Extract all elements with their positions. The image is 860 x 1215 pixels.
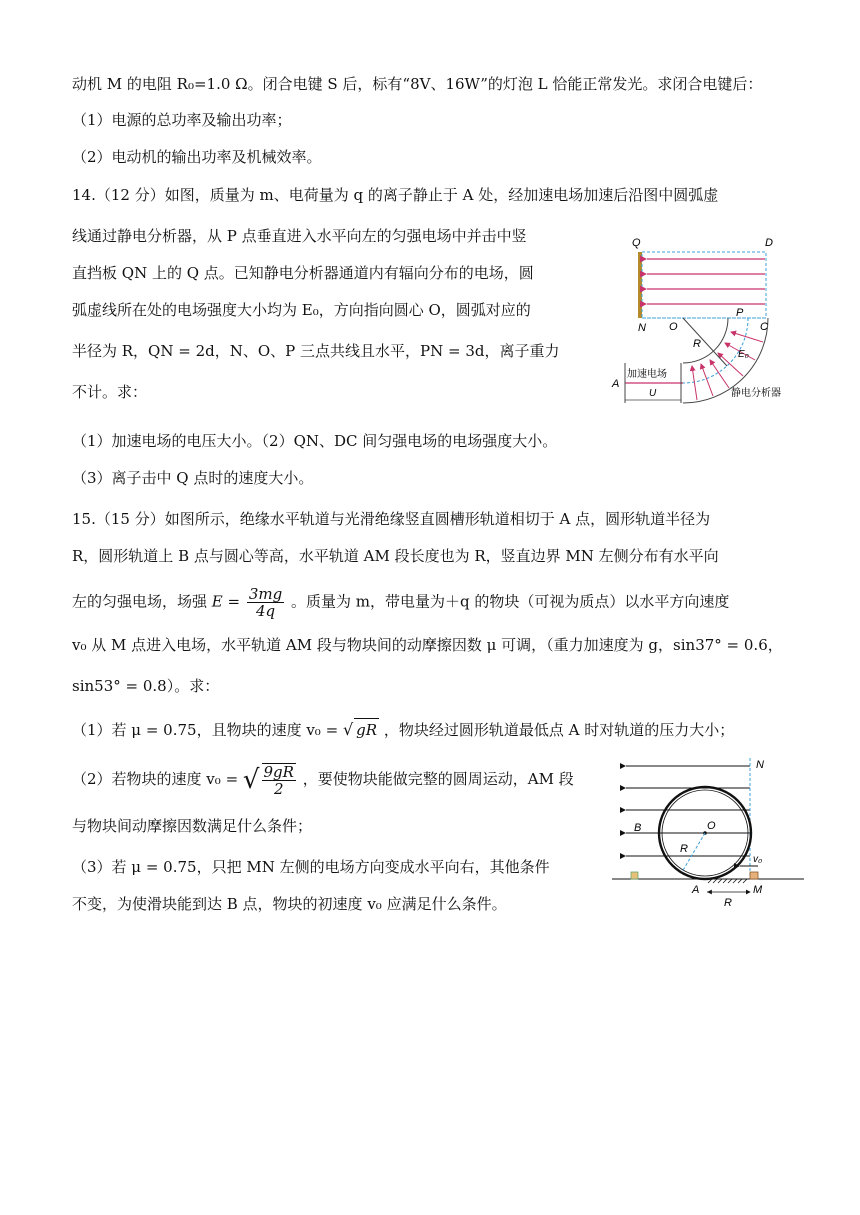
text-line: （2）电动机的输出功率及机械效率。 (72, 148, 322, 166)
q15-line: （3）若 μ = 0.75，只把 MN 左侧的电场方向变成水平向右，其他条件 (72, 858, 550, 876)
q15-text: ，物块经过圆形轨道最低点 A 时对轨道的压力大小； (383, 721, 735, 739)
q14-line: 半径为 R，QN = 2d，N、O、P 三点共线且水平，PN = 3d，离子重力 (72, 342, 560, 360)
label-q: Q (632, 237, 641, 249)
fraction-numerator: 3mg (248, 585, 283, 603)
q14-line: 弧虚线所在处的电场强度大小均为 E₀，方向指向圆心 O，圆弧对应的 (72, 301, 531, 319)
q15-text: ，要使物块能做完整的圆周运动，AM 段 (302, 770, 574, 788)
fraction-denominator: 4q (255, 602, 276, 620)
label-n: N (756, 759, 764, 771)
label-o: O (707, 820, 716, 832)
label-o: O (669, 321, 678, 333)
plate-qn (638, 252, 642, 318)
q15-text: 左的匀强电场，场强 (72, 592, 208, 611)
label-r-length: R (724, 897, 732, 909)
label-m: M (753, 884, 763, 896)
math-e-lhs: E = (211, 592, 241, 611)
label-accel-field: 加速电场 (627, 369, 667, 380)
figure-circular-track (612, 752, 808, 912)
q14-line: （3）离子击中 Q 点时的速度大小。 (72, 469, 314, 487)
q15-line: （1）若 μ = 0.75，且物块的速度 v₀ = √ gR ，物块经过圆形轨道最低点 A 时对轨道的压力大小； (72, 720, 735, 739)
q15-line: v₀ 从 M 点进入电场，水平轨道 AM 段与物块间的动摩擦因数 μ 可调，（重力加速度为 g，sin37° = 0.6， (72, 636, 783, 654)
label-b: B (634, 822, 642, 834)
q15-line: （2）若物块的速度 v₀ = √ $\frac{9gR}{2}$ ，要使物块能做完整的圆周运动，AM 段 (72, 763, 574, 798)
sqrt-gr: gR (354, 718, 379, 741)
q15-text: （1）若 μ = 0.75，且物块的速度 v₀ = (72, 721, 339, 739)
q15-line: R，圆形轨道上 B 点与圆心等高，水平轨道 AM 段长度也为 R，竖直边界 MN 左侧分布有水平向 (72, 547, 719, 565)
q14-line: （1）加速电场的电压大小。（2）QN、DC 间匀强电场的电场强度大小。 (72, 432, 558, 450)
sqrt-fraction-9gr-2 (262, 763, 296, 797)
label-a: A (692, 884, 700, 896)
q15-line: 15.（15 分）如图所示，绝缘水平轨道与光滑绝缘竖直圆槽形轨道相切于 A 点，圆形轨道半径为 (72, 510, 711, 528)
fraction-numerator: 9gR (263, 763, 294, 781)
label-c: C (760, 321, 768, 333)
q14-line: 14.（12 分）如图，质量为 m、电荷量为 q 的离子静止于 A 处，经加速电场加速后沿图中圆弧虚 (72, 186, 719, 204)
label-v0: v₀ (753, 854, 763, 865)
label-p: P (736, 307, 744, 319)
figure-electrostatic-analyzer (605, 232, 805, 412)
label-d: D (765, 237, 773, 249)
q15-line: 不变，为使滑块能到达 B 点，物块的初速度 v₀ 应满足什么条件。 (72, 895, 507, 913)
fraction-3mg-4q (247, 586, 284, 619)
label-analyzer: 静电分析器 (731, 388, 781, 399)
text-line: 动机 M 的电阻 R₀=1.0 Ω。闭合电键 S 后，标有“8V、16W”的灯泡 L 恰能正常发光。求闭合电键后： (72, 75, 763, 93)
fraction-denominator: 2 (273, 780, 284, 798)
q15-line: 与物块间动摩擦因数满足什么条件； (72, 817, 313, 835)
label-e0: E₀ (738, 349, 749, 360)
q15-text: （2）若物块的速度 v₀ = (72, 770, 239, 788)
q14-line: 不计。求： (72, 383, 148, 401)
q15-text: 。质量为 m，带电量为＋q 的物块（可视为质点）以水平方向速度 (291, 592, 730, 611)
label-r: R (693, 338, 701, 350)
q15-line (72, 586, 729, 619)
small-block (750, 872, 758, 879)
text-line: （1）电源的总功率及输出功率； (72, 111, 292, 129)
q15-line: sin53° = 0.8）。求： (72, 677, 220, 695)
label-n: N (638, 322, 646, 334)
q14-line: 直挡板 QN 上的 Q 点。已知静电分析器通道内有辐向分布的电场，圆 (72, 264, 534, 282)
small-block-left (631, 872, 638, 879)
label-r-radius: R (680, 843, 688, 855)
label-a: A (612, 378, 620, 390)
label-u: U (649, 388, 657, 399)
q14-line: 线通过静电分析器，从 P 点垂直进入水平向左的匀强电场中并击中竖 (72, 227, 527, 245)
